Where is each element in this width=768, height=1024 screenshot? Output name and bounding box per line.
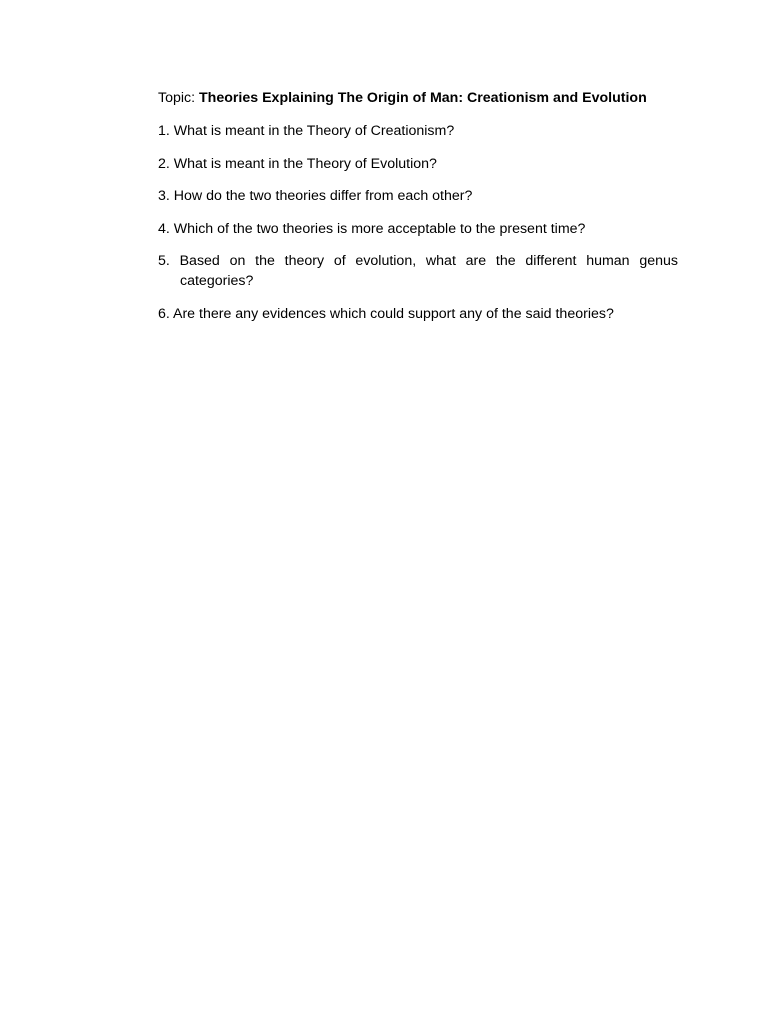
topic-label: Topic:: [158, 90, 196, 106]
question-1: 1. What is meant in the Theory of Creationism?: [158, 123, 455, 139]
topic-heading: [158, 88, 678, 108]
question-2: 2. What is meant in the Theory of Evolution?: [158, 155, 437, 172]
question-4: 4. Which of the two theories is more acceptable to the present time?: [158, 220, 586, 237]
question-6: 6. Are there any evidences which could support any of the said theories?: [158, 305, 614, 322]
topic-title: Theories Explaining The Origin of Man: Creationism and Evolution: [199, 90, 647, 106]
question-3: 3. How do the two theories differ from each other?: [158, 188, 473, 204]
document-page: [158, 88, 678, 336]
question-5: 5. Based on the theory of evolution, what are the different human genus categories?: [158, 253, 678, 289]
